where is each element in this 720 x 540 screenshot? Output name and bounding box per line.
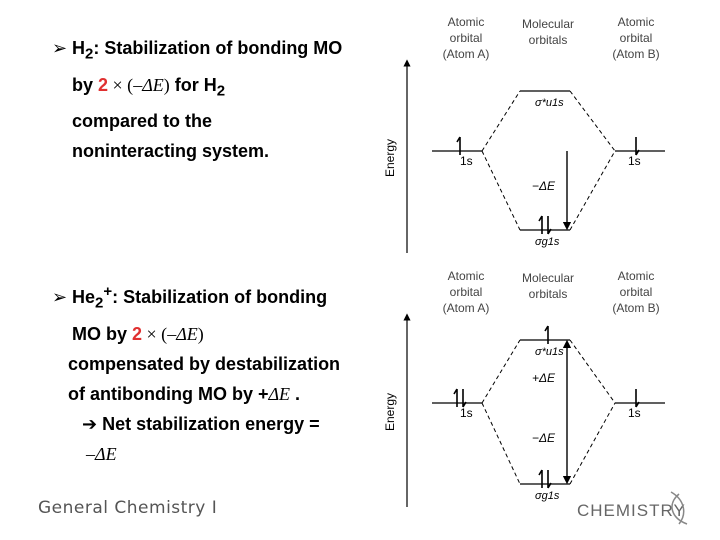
bullet-he2plus-line2 xyxy=(52,319,340,349)
energy-axis-label: Energy xyxy=(383,392,397,432)
header-molecular-2: orbitals xyxy=(528,33,568,47)
header-atomic-b-1: Atomic xyxy=(617,15,655,29)
antibonding-label: σ*u1s xyxy=(535,97,564,109)
logo-text: CHEMISTRY xyxy=(577,501,686,520)
species-subscript: 2 xyxy=(95,294,104,312)
ao-a-electron-down xyxy=(463,389,466,407)
header-atomic-a-2: orbital xyxy=(449,285,483,299)
net-stabilization-text: Net stabilization energy = xyxy=(102,413,320,434)
close-paren: ) xyxy=(163,74,170,95)
header-atomic-a-2: orbital xyxy=(449,31,483,45)
bullet-he2plus-line1 xyxy=(52,277,340,319)
arrow-bullet-icon: ➢ xyxy=(52,287,68,307)
bullet-h2-line2 xyxy=(52,70,342,107)
header-molecular-1: Molecular xyxy=(521,271,575,285)
bullet-h2-line4: noninteracting system. xyxy=(72,141,270,162)
delta-e-label: −ΔE xyxy=(532,179,556,193)
close-paren: ) xyxy=(197,323,204,344)
ao-a-electron-up xyxy=(457,137,460,155)
header-atomic-b-2: orbital xyxy=(619,285,653,299)
ao-label-a: 1s xyxy=(460,154,473,168)
plus-delta-e: ΔE xyxy=(268,383,291,404)
net-value: –ΔE xyxy=(86,443,117,464)
header-atomic-a-1: Atomic xyxy=(447,15,485,29)
antibonding-label: σ*u1s xyxy=(535,346,564,358)
arrow-bullet-icon: ➢ xyxy=(52,38,68,58)
factor-two: 2 xyxy=(132,323,143,344)
ao-label-a: 1s xyxy=(460,406,473,420)
ao-label-b: 1s xyxy=(628,406,641,420)
bullet-h2 xyxy=(52,33,342,166)
header-atomic-a-3: (Atom A) xyxy=(442,301,490,315)
delta-e-down-label: −ΔE xyxy=(532,431,556,445)
species-superscript: + xyxy=(103,283,113,300)
delta-e-up-label: +ΔE xyxy=(532,371,556,385)
bullet-he2plus xyxy=(52,277,340,469)
net-stabilization-line xyxy=(52,409,340,439)
text-by: by xyxy=(72,74,99,95)
header-atomic-b-3: (Atom B) xyxy=(612,47,660,61)
header-atomic-b-2: orbital xyxy=(619,31,653,45)
text-for-h: for H xyxy=(169,74,217,95)
correlation-lines xyxy=(482,91,615,230)
species-h: H xyxy=(72,38,85,58)
ao-b-electron-down xyxy=(636,389,639,407)
mo-diagram-h2 xyxy=(370,8,690,258)
bullet-h2-line3: compared to the xyxy=(72,111,213,132)
species-subscript: 2 xyxy=(85,45,94,63)
bonding-electron-up xyxy=(539,470,542,488)
header-atomic-b-1: Atomic xyxy=(617,269,655,283)
bullet-h2-line1 xyxy=(52,33,342,70)
minus-delta-e: –ΔE xyxy=(167,323,198,344)
header-atomic-a-3: (Atom A) xyxy=(442,47,490,61)
period: . xyxy=(290,383,301,404)
chemistry-logo xyxy=(575,488,695,528)
net-value-line xyxy=(52,439,340,469)
header-molecular-2: orbitals xyxy=(528,287,568,301)
correlation-lines xyxy=(482,340,615,484)
bonding-electron-down xyxy=(548,470,551,488)
text-antibonding-by: of antibonding MO by + xyxy=(68,383,269,404)
bonding-electron-down xyxy=(548,216,551,234)
header-molecular-1: Molecular xyxy=(521,17,575,31)
bonding-label: σg1s xyxy=(535,236,560,248)
bullet-h2-text: : Stabilization of bonding MO xyxy=(93,38,343,58)
bonding-electron-up xyxy=(539,216,542,234)
for-h-subscript: 2 xyxy=(216,82,226,100)
mo-diagram-he2plus xyxy=(370,262,690,512)
species-he: He xyxy=(72,287,96,307)
times-sign: × ( xyxy=(108,74,134,95)
antibonding-electron-up xyxy=(545,326,548,344)
times-sign: × ( xyxy=(142,323,168,344)
ao-b-electron-down xyxy=(636,137,639,155)
energy-axis-label: Energy xyxy=(383,138,397,178)
minus-delta-e: –ΔE xyxy=(133,74,164,95)
text-mo-by: MO by xyxy=(72,323,133,344)
ao-a-electron-up xyxy=(454,389,457,407)
bullet-he2plus-text: : Stabilization of bonding xyxy=(112,287,328,307)
course-footer: General Chemistry I xyxy=(38,498,218,518)
ao-label-b: 1s xyxy=(628,154,641,168)
factor-two: 2 xyxy=(98,74,109,95)
header-atomic-b-3: (Atom B) xyxy=(612,301,660,315)
header-atomic-a-1: Atomic xyxy=(447,269,485,283)
right-arrow-icon: ➔ xyxy=(82,413,98,434)
bonding-label: σg1s xyxy=(535,490,560,502)
bullet-he2plus-line3: compensated by destabilization xyxy=(68,353,341,374)
bullet-he2plus-line4 xyxy=(52,379,340,409)
